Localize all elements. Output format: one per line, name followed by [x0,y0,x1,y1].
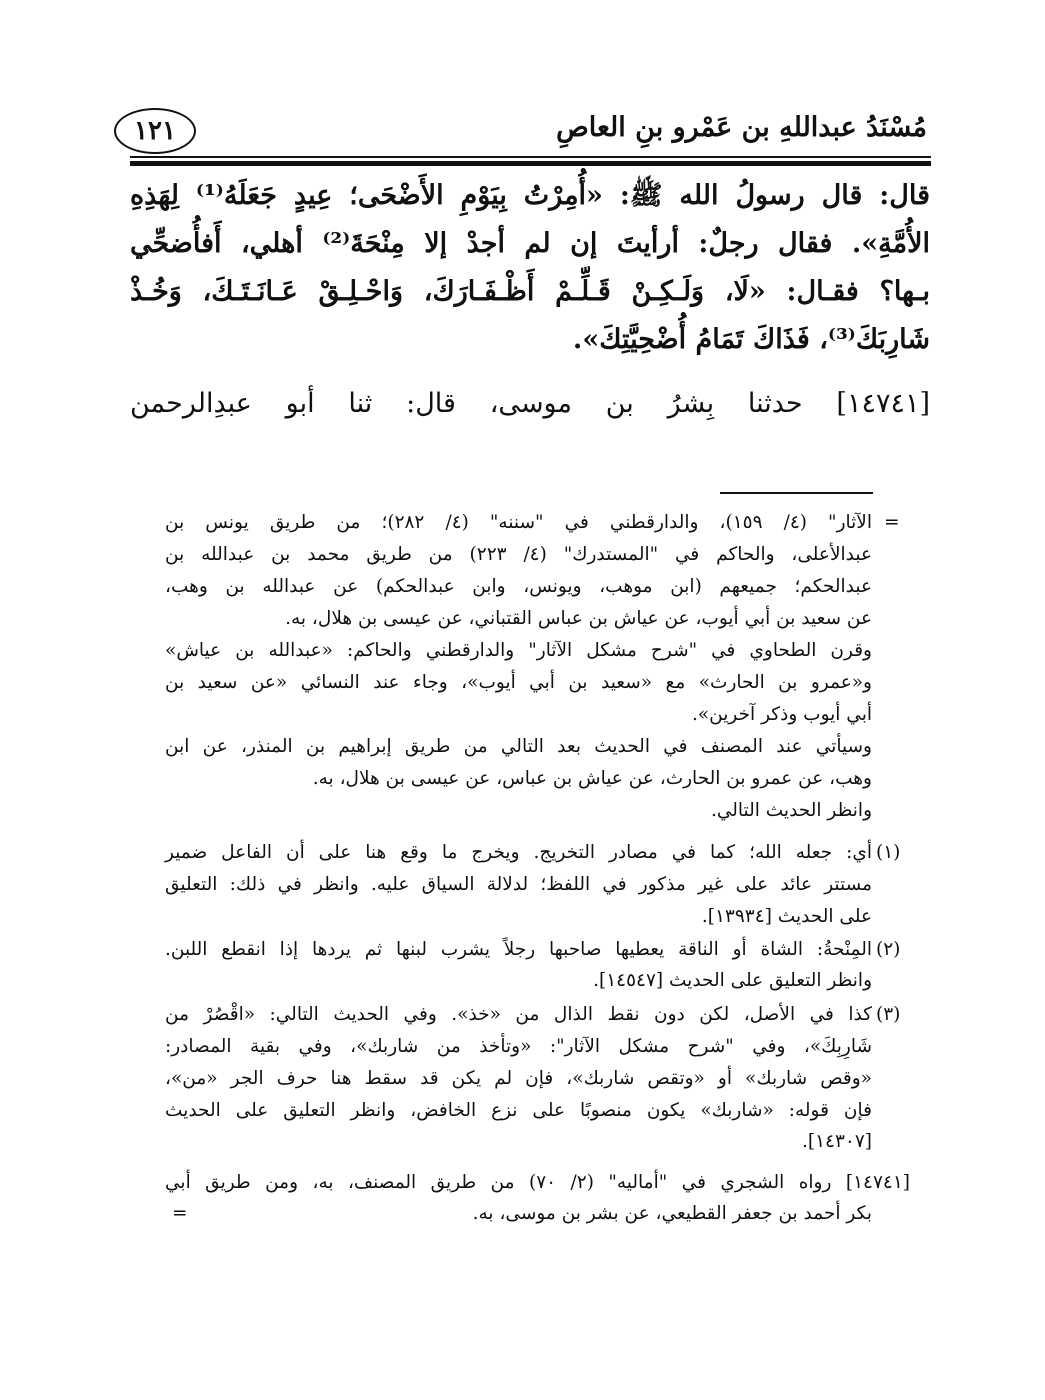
footnote-line: كذا في الأصل، لكن دون نقط الذال من «خذ». وفي الحديث التالي: «اقْصُرْ من [165,1004,872,1025]
page-number: ١٢١ [114,108,196,154]
footnote-separator [720,492,873,494]
footnote-line: فإن قوله: «شاربك» يكون منصوبًا على نزع الخافض، وانظر التعليق على الحديث [165,1100,872,1121]
footnote-number: (٣) [876,1004,901,1025]
main-text-line: شَارِبَكَ⁽³⁾، فَذَاكَ تَمَامُ أُضْحِيَّتِكَ». [572,324,930,355]
main-text-line: قال: قال رسولُ الله ﷺ: «أُمِرْتُ بِيَوْمِ الأَضْحَى؛ عِيدٍ جَعَلَهُ⁽¹⁾ لِهَذِهِ [130,180,930,211]
hadith-heading-line: [١٤٧٤١] حدثنا بِشرُ بن موسى، قال: ثنا أبو عبدِالرحمن [130,388,930,419]
footnote-line: الآثار" (٤/ ١٥٩)، والدارقطني في "سننه" (٤/ ٢٨٢)؛ من طريق يونس بن [165,512,872,533]
footnote-line: بكر أحمد بن جعفر القطيعي، عن بشر بن موسى، به. [472,1203,872,1224]
main-text-line: بـها؟ فقـال: «لَا، وَلَـكِـنْ قَـلِّـمْ أَظْـفَـارَكَ، وَاحْـلِـقْ عَـانَـتَـكَ، وَخُـذْ [130,276,930,307]
footnote-line: شَارِبِكَ»، وفي "شرح مشكل الآثار": «وتأخذ من شاربك»، وفي بقية المصادر: [165,1036,872,1057]
footnote-line: و«عمرو بن الحارث» مع «سعيد بن أبي أيوب»، وجاء عند النسائي «عن سعيد بن [165,672,872,693]
main-text-line: الأُمَّةِ». فقال رجلٌ: أرأيتَ إن لم أجدْ إلا مِنْحَةَ⁽²⁾ أهلي، أَفأُضحِّي [130,228,931,259]
footnote-line: المِنْحةُ: الشاة أو الناقة يعطيها صاحبها رجلاً يشرب لبنها ثم يردها إذا انقطع اللبن. [165,939,872,960]
footnote-line: [١٤٧٤١] رواه الشجري في "أماليه" (٢/ ٧٠) من طريق المصنف، به، ومن طريق أبي [165,1172,910,1193]
continuation-mark: = [884,512,900,533]
footnote-line: وهب، عن عمرو بن الحارث، عن عياش بن عباس، عن عيسى بن هلال، به. [312,768,872,789]
footnote-line: مستتر عائد على غير مذكور في اللفظ؛ لدلالة السياق عليه. وانظر في ذلك: التعليق [165,874,872,895]
footnote-line: وانظر الحديث التالي. [710,800,872,821]
footnote-line: وقرن الطحاوي في "شرح مشكل الآثار" والدارقطني والحاكم: «عبدالله بن عياش» [165,640,872,661]
header-rule-thin [130,156,931,158]
footnote-line: عبدالأعلى، والحاكم في "المستدرك" (٤/ ٢٢٣) من طريق محمد بن عبدالله بن [165,544,872,565]
footnote-line: وانظر التعليق على الحديث [١٤٥٤٧]. [593,970,872,991]
footnote-number: (٢) [876,939,901,960]
footnote-line: أبي أيوب وذكر آخرين». [691,704,872,725]
running-header: مُسْنَدُ عبداللهِ بن عَمْرو بنِ العاصِ [556,112,927,143]
continuation-mark: = [172,1203,188,1224]
footnote-number: (١) [876,842,901,863]
footnote-line: وسيأتي عند المصنف في الحديث بعد التالي من طريق إبراهيم بن المنذر، عن ابن [165,736,872,757]
footnote-line: عن سعيد بن أبي أيوب، عن عياش بن عباس القتباني، عن عيسى بن هلال، به. [285,608,872,629]
footnote-line: «وقص شاربك» أو «وتقص شاربك»، فإن لم يكن قد سقط هنا حرف الجر «من»، [165,1068,872,1089]
footnote-line: على الحديث [١٣٩٣٤]. [701,906,872,927]
footnote-line: [١٤٣٠٧]. [801,1131,872,1152]
footnote-line: أي: جعله الله؛ كما في مصادر التخريج. ويخرج ما وقع هنا على أن الفاعل ضمير [165,842,872,863]
footnote-line: عبدالحكم؛ جميعهم (ابن موهب، ويونس، وابن عبدالحكم) عن عبدالله بن وهب، [165,576,872,597]
header-rule-thick [130,161,931,166]
